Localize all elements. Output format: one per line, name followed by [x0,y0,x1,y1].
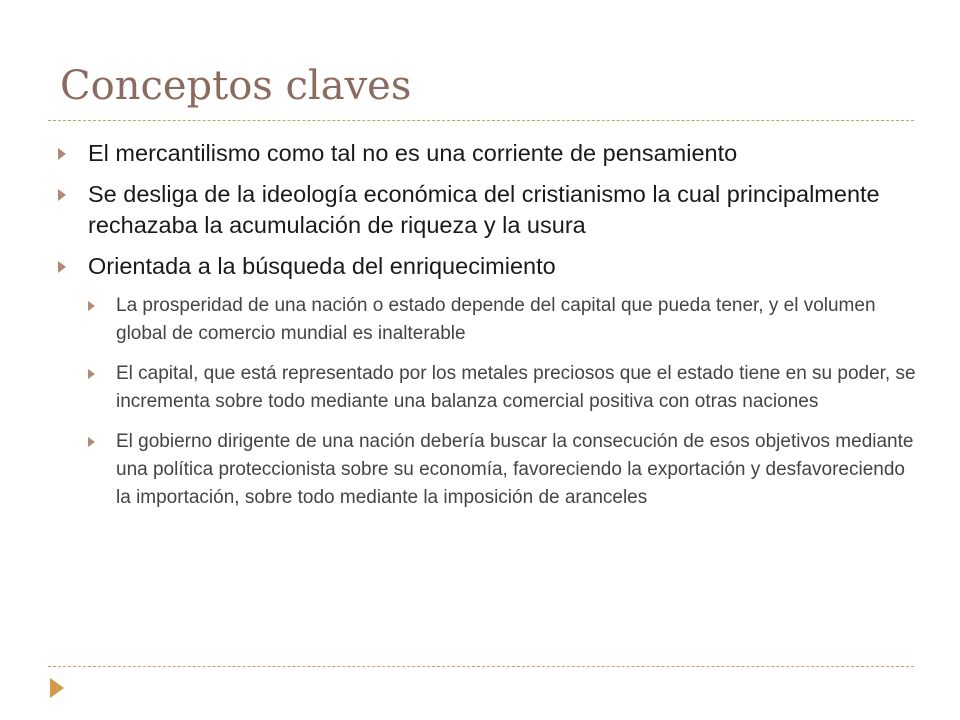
bullet-list [58,138,918,524]
slide-title: Conceptos claves [60,63,412,109]
sub-bullet-item [88,428,918,512]
bullet-item [58,138,918,169]
sub-bullet-text: El gobierno dirigente de una nación debería buscar la consecución de esos objetivos mediante una política proteccionista sobre su economía, favoreciendo la exportación y desfavoreciendo la importación, sobre todo mediante la imposición de aranceles [116,431,914,508]
sub-bullet-item [88,292,918,348]
title-divider [48,120,914,121]
footer-divider [48,666,914,667]
bullet-text: Orientada a la búsqueda del enriquecimiento [88,253,556,279]
bullet-text: Se desliga de la ideología económica del cristianismo la cual principalmente rechazaba la acumulación de riqueza y la usura [88,181,880,238]
bullet-text: El mercantilismo como tal no es una corriente de pensamiento [88,140,738,166]
sub-bullet-text: La prosperidad de una nación o estado depende del capital que pueda tener, y el volumen global de comercio mundial es inalterable [116,295,876,344]
triangle-right-icon [88,437,95,447]
sub-bullet-text: El capital, que está representado por los metales preciosos que el estado tiene en su poder, se incrementa sobre todo mediante una balanza comercial positiva con otras naciones [116,363,916,412]
bullet-item [58,251,918,282]
triangle-right-icon [58,148,66,160]
triangle-right-icon [58,261,66,273]
sub-bullet-group [58,292,918,512]
corner-triangle-icon [50,678,64,698]
triangle-right-icon [88,369,95,379]
triangle-right-icon [88,301,95,311]
sub-bullet-item [88,360,918,416]
bullet-item [58,179,918,241]
triangle-right-icon [58,189,66,201]
sub-bullet-list [58,292,918,512]
